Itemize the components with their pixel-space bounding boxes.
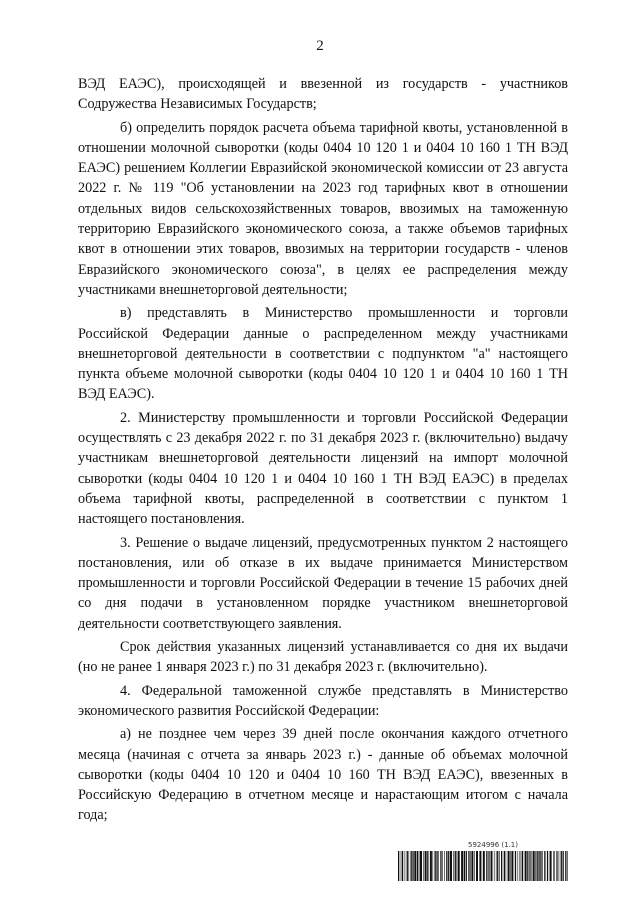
barcode-icon — [398, 851, 568, 881]
document-body — [78, 74, 568, 826]
paragraph-4a: а) не позднее чем через 39 дней после окончания каждого отчетного месяца (начиная с отчета за январь 2023 г.) - данные об объемах молочной сыворотки (коды 0404 10 120 и 0404 10 160 ТН ВЭД ЕАЭС), ввезенных в Российскую Федерацию в отчетном месяце и нарастающим итогом с начала года; — [78, 726, 568, 824]
paragraph-3: 3. Решение о выдаче лицензий, предусмотренных пунктом 2 настоящего постановления, или об отказе в их выдаче принимается Министерством промышленности и торговли Российской Федерации в течение 15 рабочих дней со дня подачи в установленном порядке участником внешнеторговой деятельности соответствующего заявления. — [78, 534, 568, 632]
paragraph-4: 4. Федеральной таможенной службе представлять в Министерство экономического развития Российской Федерации: — [78, 682, 568, 719]
paragraph-1v: в) представлять в Министерство промышленности и торговли Российской Федерации данные о распределенном между участниками внешнеторговой деятельности в соответствии с подпунктом "а" настоящего пункта объеме молочной сыворотки (коды 0404 10 120 1 и 0404 10 160 1 ТН ВЭД ЕАЭС). — [78, 305, 568, 403]
document-barcode — [398, 841, 568, 885]
page-number: 2 — [316, 38, 324, 54]
paragraph-2: 2. Министерству промышленности и торговли Российской Федерации осуществлять с 23 декабря 2022 г. по 31 декабря 2023 г. (включительно) выдачу участникам внешнеторговой деятельности лицензий на импорт молочной сыворотки (коды 0404 10 120 1 и 0404 10 160 1 ТН ВЭД ЕАЭС) в пределах объема тарифной квоты, распределенной в соответствии с пунктом 1 настоящего постановления. — [78, 409, 568, 528]
paragraph-license-term: Срок действия указанных лицензий устанавливается со дня их выдачи (но не ранее 1 января 2023 г.) по 31 декабря 2023 г. (включительно). — [78, 639, 568, 676]
paragraph-1b: б) определить порядок расчета объема тарифной квоты, установленной в отношении молочной сыворотки (коды 0404 10 120 1 и 0404 10 160 1 ТН ВЭД ЕАЭС) решением Коллегии Евразийской экономической комиссии от 23 августа 2022 г. № 119 "Об установлении на 2023 год тарифных квот в отношении отдельных видов сельскохозяйственных товаров, ввозимых на таможенную территорию Евразийского экономического союза, а также объемов тарифных квот в отношении этих товаров, ввозимых на территории государств - членов Евразийского экономического союза", в целях ее распределения между участниками внешнеторговой деятельности; — [78, 119, 568, 298]
paragraph-continuation: ВЭД ЕАЭС), происходящей и ввезенной из государств - участников Содружества Независимых Государств; — [78, 76, 568, 113]
barcode-number: 5924996 (1.1) — [468, 841, 518, 849]
